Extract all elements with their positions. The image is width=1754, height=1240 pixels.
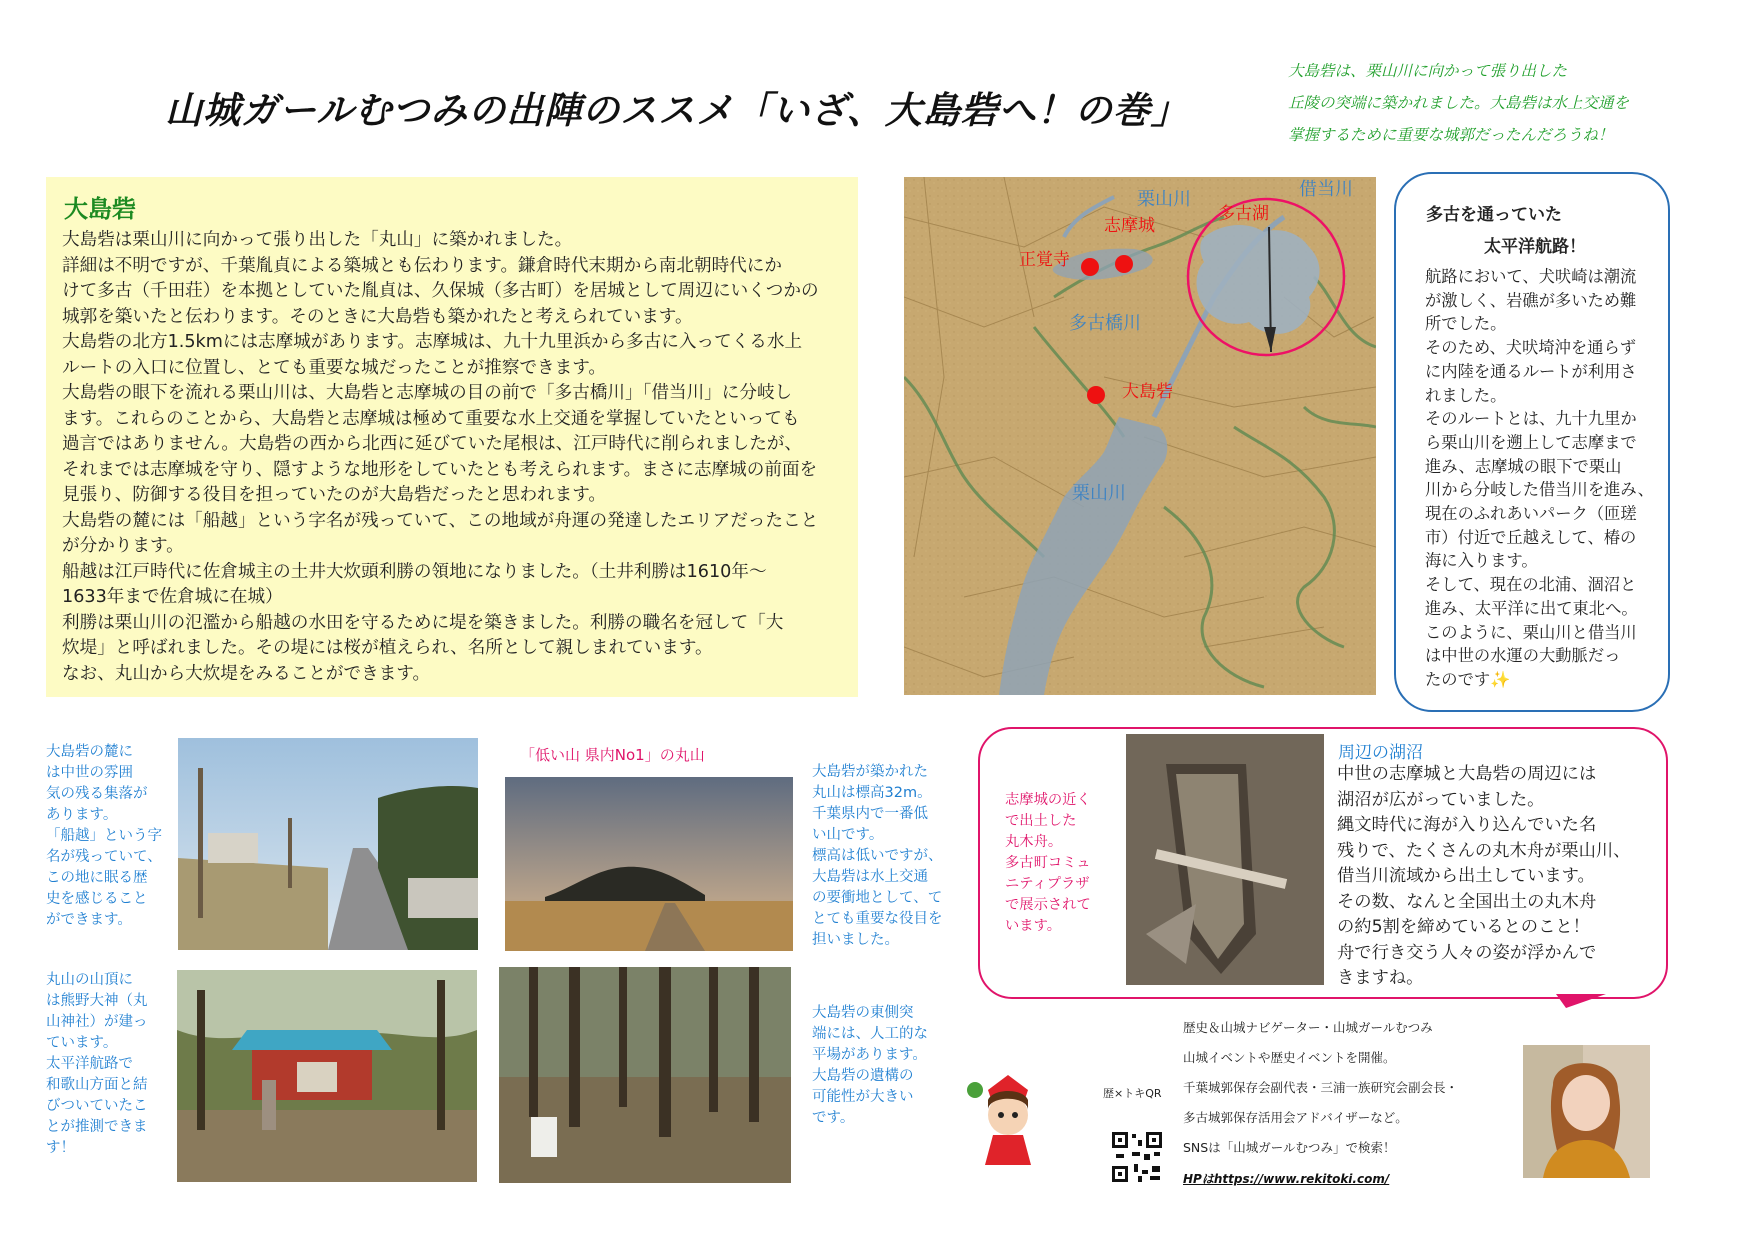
map-label-shokakuji: 正覚寺: [1019, 250, 1070, 270]
lakes-heading: 周辺の湖沼: [1338, 743, 1423, 763]
forest-flat-area-image: [499, 967, 791, 1183]
main-body: 大島砦は栗山川に向かって張り出した「丸山」に築かれました。 詳細は不明ですが、千葉胤貞による築城とも伝わります。鎌倉時代末期から南北朝時代にか けて多古（千田荘）を本拠としていた胤貞は、久保城（多古町）を居城として周辺にいくつかの 城郭を築いたと伝わります。そのときに大島砦も築かれたと考えられています。 大島砦の北方1.5kmには志摩城があります。志摩城は、九十九里浜から多古に入ってくる水上 ルートの入口に位置し、とても重要な城だったことが推察できます。 大島砦の眼下を流れる栗山川は、大島砦と志摩城の目の前で「多古橋川」「借当川」に分岐し ます。これらのことから、大島砦と志摩城は極めて重要な水上交通を掌握していたといっても 過言ではありません。大島砦の西から北西に延びていた尾根は、江戸時代に削られましたが、 それまでは志摩城を守り、隠すような地形をしていたとも考えられます。まさに志摩城の前面を 見張り、防御する役目を担っていたのが大島砦だったと思われます。 大島砦の麓には「船越」という字名が残っていて、この地域が舟運の発達したエリアだったこと が分かります。 船越は江戸時代に佐倉城主の土井大炊頭利勝の領地になりました。（土井利勝は1610年～ 1633年まで佐倉城に在城） 利勝は栗山川の氾濫から船越の水田を守るために堤を築きました。利勝の職名を冠して「大 炊堤」と呼ばれました。その堤には桜が植えられ、名所として親しまれています。 なお、丸山から大炊堤をみることができます。: [62, 230, 819, 684]
dugout-canoe-image: [1126, 734, 1324, 985]
page-title: 山城ガールむつみの出陣のススメ「いざ、大島砦へ！の巻」: [165, 89, 1189, 132]
map-label-tako-lake: 多古湖: [1218, 204, 1269, 224]
qr-code-graphic: [1110, 1130, 1164, 1184]
historical-map: [904, 177, 1376, 695]
maruyama-photo: [505, 777, 793, 951]
yamajiro-girl-mascot-icon: [963, 1070, 1053, 1170]
shrine-photo: [177, 970, 477, 1182]
profile-line3: 千葉城郭保存会副代表・三浦一族研究会副会長・: [1183, 1080, 1459, 1095]
funakoshi-caption: 大島砦の麓に は中世の雰囲 気の残る集落が あります。 「船越」という字 名が残っていて、 この地に眠る歴 史を感じること ができます。: [46, 744, 162, 928]
map-label-oshima: 大島砦: [1122, 382, 1173, 402]
intro-note: 大島砦は、栗山川に向かって張り出した 丘陵の突端に築かれました。大島砦は水上交通を 掌握するために重要な城郭だったんだろうね！: [1288, 62, 1630, 144]
east-edge-photo: [499, 967, 791, 1183]
map-label-shima-castle: 志摩城: [1104, 216, 1155, 236]
route-title-line1: 多古を通っていた: [1426, 205, 1562, 225]
kumano-shrine-image: [177, 970, 477, 1182]
maruyama-hill-image: [505, 777, 793, 951]
shrine-caption: 丸山の山頂に は熊野大神（丸 山神社）が建っ ています。 太平洋航路で 和歌山方面と結 びついていたこ とが推測できま す！: [46, 972, 148, 1156]
map-label-kuriyama-north: 栗山川: [1137, 189, 1191, 210]
profile-photo: [1523, 1045, 1650, 1178]
canoe-caption: 志摩城の近く で出土した 丸木舟。 多古町コミュ ニティプラザ で展示されて います。: [1005, 792, 1091, 934]
profile-portrait-image: [1523, 1045, 1650, 1178]
map-label-takobashi: 多古橋川: [1069, 313, 1141, 334]
lakes-bubble-tail: [1556, 994, 1606, 1008]
map-illustration: [904, 177, 1376, 695]
mascot-illustration: [963, 1070, 1053, 1160]
route-title-line2: 太平洋航路！: [1484, 237, 1586, 257]
canoe-photo: [1126, 734, 1324, 985]
lakes-body: 中世の志摩城と大島砦の周辺には 湖沼が広がっていました。 縄文時代に海が入り込んでいた名 残りで、たくさんの丸木舟が栗山川、 借当川流域から出土しています。 その数、なんと全国出土の丸木舟 の約5割を締めているとのこと！ 舟で行き交う人々の姿が浮かんで きますね。: [1337, 764, 1631, 988]
profile-line5: SNSは「山城ガールむつみ」で検索！: [1183, 1140, 1396, 1155]
pacific-route-bubble: [1394, 172, 1670, 712]
profile-line1: 歴史＆山城ナビゲーター・山城ガールむつみ: [1183, 1020, 1433, 1035]
qr-label: 歴×トキQR: [1103, 1087, 1162, 1100]
profile-line2: 山城イベントや歴史イベントを開催。: [1183, 1050, 1396, 1065]
maruyama-caption: 大島砦が築かれた 丸山は標高32m。 千葉県内で一番低 い山です。 標高は低いですが、 大島砦は水上交通 の要衝地として、て とても重要な役目を 担いました。: [812, 764, 943, 948]
east-edge-caption: 大島砦の東側突 端には、人工的な 平場があります。 大島砦の遺構の 可能性が大きい です。: [812, 1005, 928, 1126]
maruyama-photo-title: 「低い山 県内No1」の丸山: [520, 746, 705, 764]
map-label-shakuto: 借当川: [1299, 179, 1353, 200]
map-label-kuriyama-south: 栗山川: [1072, 483, 1126, 504]
profile-line4: 多古城郭保存活用会アドバイザーなど。: [1183, 1110, 1408, 1125]
funakoshi-photo: [178, 738, 478, 950]
qr-code-icon[interactable]: [1110, 1130, 1164, 1184]
village-road-image: [178, 738, 478, 950]
main-heading: 大島砦: [64, 195, 136, 223]
main-text-box: [46, 177, 858, 697]
homepage-link[interactable]: HPはhttps://www.rekitoki.com/: [1183, 1172, 1390, 1186]
route-body: 航路において、犬吠崎は潮流 が激しく、岩礁が多いため難 所でした。 そのため、犬吠埼沖を通らず に内陸を通るルートが利用さ れました。 そのルートとは、九十九里か ら栗山川を遡上して志摩まで 進み、志摩城の眼下で栗山 川から分岐した借当川を進み、 現在のふれあいパーク（匝瑳 市）付近で丘越えして、椿の 海に入ります。 そして、現在の北浦、涸沼と 進み、太平洋に出て東北へ。 このように、栗山川と借当川 は中世の水運の大動脈だっ たのです✨: [1425, 267, 1654, 689]
